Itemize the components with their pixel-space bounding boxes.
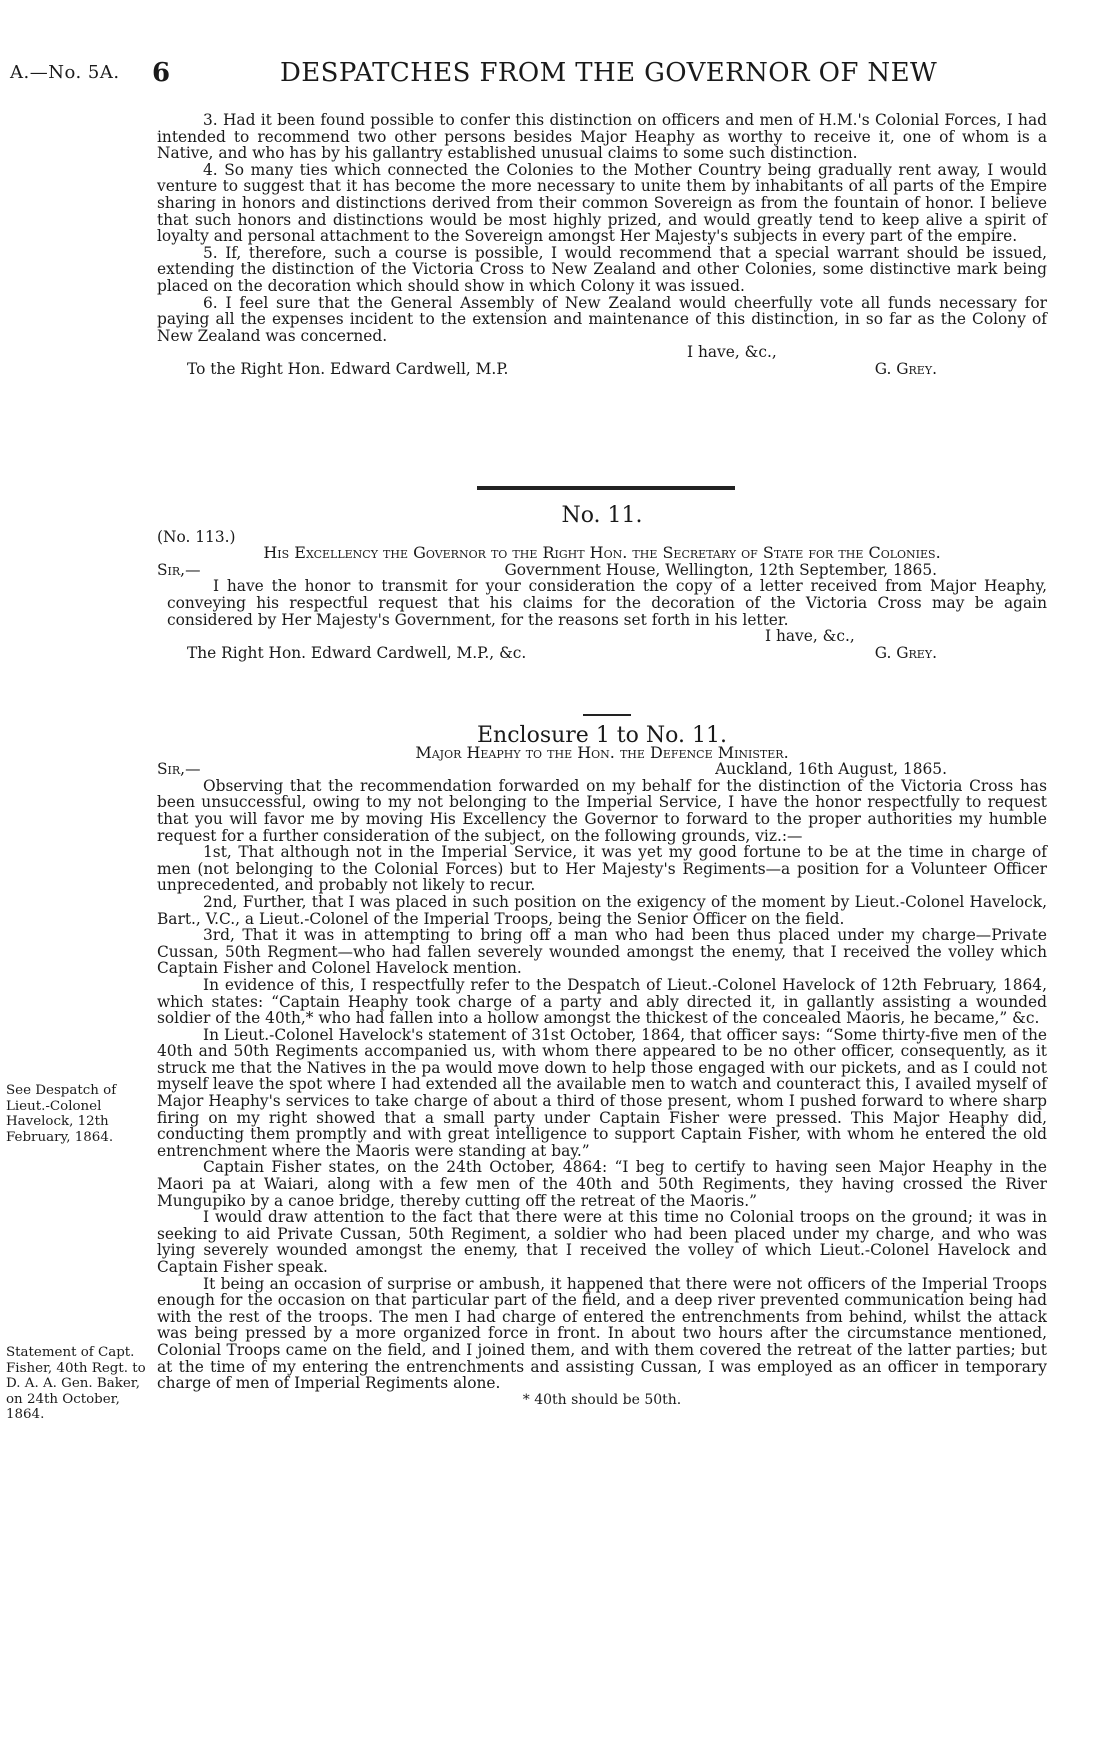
signature: G. Grey. [874, 643, 937, 662]
footnote: * 40th should be 50th. [522, 1391, 682, 1408]
despatch-body: I have the honor to transmit for your consideration the copy of a letter received from Major Heaphy, conveying his respectful request that his claims for the decoration of the Victoria Cross may be again considered by Her Majesty's Government, for the reasons set forth in his letter. [167, 577, 1047, 629]
enclosure-paragraph: In Lieut.-Colonel Havelock's statement of 31st October, 1864, that officer says: “Some thirty-five men of the 40th and 50th Regiments accompanied us, with whom there appeared to be no other officer, consequently, as it struck me that the Natives in the pa would move down to help those engaged with our pickets, and as I could not myself leave the spot where I had extended all the available men to watch and counteract this, I availed myself of Major Heaphy's services to take charge of about a third of those present, whom I pushed forward to where sharp firing on my right showed that a small party under Captain Fisher were pressed. This Major Heaphy did, conducting them promptly and with great intelligence to support Captain Fisher, with whom he entered the old entrenchment where the Maoris were standing at bay.” [157, 1025, 1047, 1160]
addressee: To the Right Hon. Edward Cardwell, M.P. [187, 359, 509, 378]
paragraph-5: 5. If, therefore, such a course is possible, I would recommend that a special warrant should be issued, extending the distinction of the Victoria Cross to New Zealand and other Colonies, some distinctive mark being placed on the decoration which should show in which Colony it was issued. [157, 243, 1047, 295]
salutation: Sir,— [157, 760, 201, 779]
despatch-heading: No. 11. [561, 503, 643, 528]
enclosure-paragraph: Observing that the recommendation forwarded on my behalf for the distinction of the Victoria Cross has been unsuccessful, owing to my not belonging to the Imperial Service, I have the honor respectfully to request that you will favor me by moving His Excellency the Governor to forward to the proper authorities my humble request for a further consideration of the subject, on the following grounds, viz.:— [157, 776, 1047, 845]
marginal-note: Statement of Capt. Fisher, 40th Regt. to D. A. A. Gen. Baker, on 24th October, 1864. [6, 1345, 146, 1423]
enclosure-paragraph: Captain Fisher states, on the 24th October, 4864: “I beg to certify to having seen Major Heaphy in the Maori pa at Waiari, along with a few men of the 40th and 50th Regiments, they having crossed the River Mungupiko by a canoe bridge, thereby cutting off the retreat of the Maoris.” [157, 1158, 1047, 1210]
closing-phrase: I have, &c., [687, 343, 777, 362]
addressee: The Right Hon. Edward Cardwell, M.P., &c. [187, 643, 527, 662]
marginal-note: See Despatch of Lieut.-Colonel Havelock, 12th February, 1864. [6, 1083, 117, 1145]
place-date: Auckland, 16th August, 1865. [715, 760, 947, 779]
enclosure-paragraph: 2nd, Further, that I was placed in such position on the exigency of the moment by Lieut.-Colonel Havelock, Bart., V.C., a Lieut.-Colonel of the Imperial Troops, being the Senior Officer on the field. [157, 892, 1047, 928]
document-reference: A.—No. 5A. [10, 62, 120, 83]
enclosure-from-to: Major Heaphy to the Hon. the Defence Minister. [415, 742, 789, 762]
closing-phrase: I have, &c., [765, 627, 855, 646]
place-date: Government House, Wellington, 12th September, 1865. [504, 560, 937, 579]
previous-despatch-continuation [157, 112, 1047, 378]
section-divider [583, 714, 631, 716]
enclosure-paragraph: In evidence of this, I respectfully refer to the Despatch of Lieut.-Colonel Havelock of 12th February, 1864, which states: “Captain Heaphy took charge of a party and ably directed it, in gallantly assisting a wounded soldier of the 40th,* who had fallen into a hollow amongst the thickest of the concealed Maoris, he became,” &c. [157, 975, 1047, 1028]
enclosure-1 [157, 723, 1047, 1408]
section-divider [477, 486, 735, 490]
enclosure-paragraph: 1st, That although not in the Imperial Service, it was yet my good fortune to be at the time in charge of men (not belonging to the Colonial Forces) but to Her Majesty's Regiments—a position for a Volunteer Officer unprecedented, and probably not likely to recur. [157, 843, 1047, 895]
enclosure-paragraph: I would draw attention to the fact that there were at this time no Colonial troops on the ground; it was in seeking to aid Private Cussan, 50th Regiment, a soldier who had been placed under my charge, and who was lying severely wounded amongst the enemy, that I received the volley of which Lieut.-Colonel Havelock and Captain Fisher speak. [157, 1208, 1047, 1276]
signature: G. Grey. [874, 359, 937, 378]
enclosure-heading: Enclosure 1 to No. 11. [477, 723, 727, 748]
enclosure-paragraph: 3rd, That it was in attempting to bring off a man who had been thus placed under my charge—Private Cussan, 50th Regment—who had fallen severely wounded amongst the enemy, that I received the volley which Captain Fisher and Colonel Havelock mention. [157, 926, 1047, 978]
page-number: 6 [152, 58, 171, 88]
salutation: Sir,— [157, 560, 201, 579]
despatch-ref: (No. 113.) [157, 527, 236, 546]
page-title: DESPATCHES FROM THE GOVERNOR OF NEW [280, 58, 938, 88]
paragraph-3: 3. Had it been found possible to confer this distinction on officers and men of H.M.'s Colonial Forces, I had intended to recommend two other persons besides Major Heaphy as worthy to receive it, one of whom is a Native, and who has by his gallantry established unusual claims to some such distinction. [157, 111, 1047, 163]
paragraph-4: 4. So many ties which connected the Colonies to the Mother Country being gradually rent away, I would venture to suggest that it has become the more necessary to unite them by inhabitants of all parts of the Empire sharing in honors and distinctions derived from their common Sovereign as from the fountain of honor. I believe that such honors and distinctions would be most highly prized, and would greatly tend to keep alive a spirit of loyalty and personal attachment to the Sovereign amongst Her Majesty's subjects in every part of the empire. [157, 160, 1047, 246]
paragraph-6: 6. I feel sure that the General Assembly of New Zealand would cheerfully vote all funds necessary for paying all the expenses incident to the extension and maintenance of this distinction, in so far as the Colony of New Zealand was concerned. [157, 293, 1047, 345]
despatch-from-to: His Excellency the Governor to the Right Hon. the Secretary of State for the Colonies. [263, 543, 941, 563]
enclosure-paragraph: It being an occasion of surprise or ambush, it happened that there were not officers of the Imperial Troops enough for the occasion on that particular part of the field, and a deep river prevented communication being had with the rest of the troops. The men I had charge of entered the entrenchments from behind, whilst the attack was being pressed by a more organized force in front. In about two hours after the circumstance mentioned, Colonial Troops came on the field, and I joined them, and with them covered the retreat of the latter parties; but at the time of my entering the entrenchments and assisting Cussan, I was employed as an officer in temporary charge of men of Imperial Regiments alone. [157, 1274, 1047, 1393]
despatch-no-11 [157, 503, 1047, 662]
